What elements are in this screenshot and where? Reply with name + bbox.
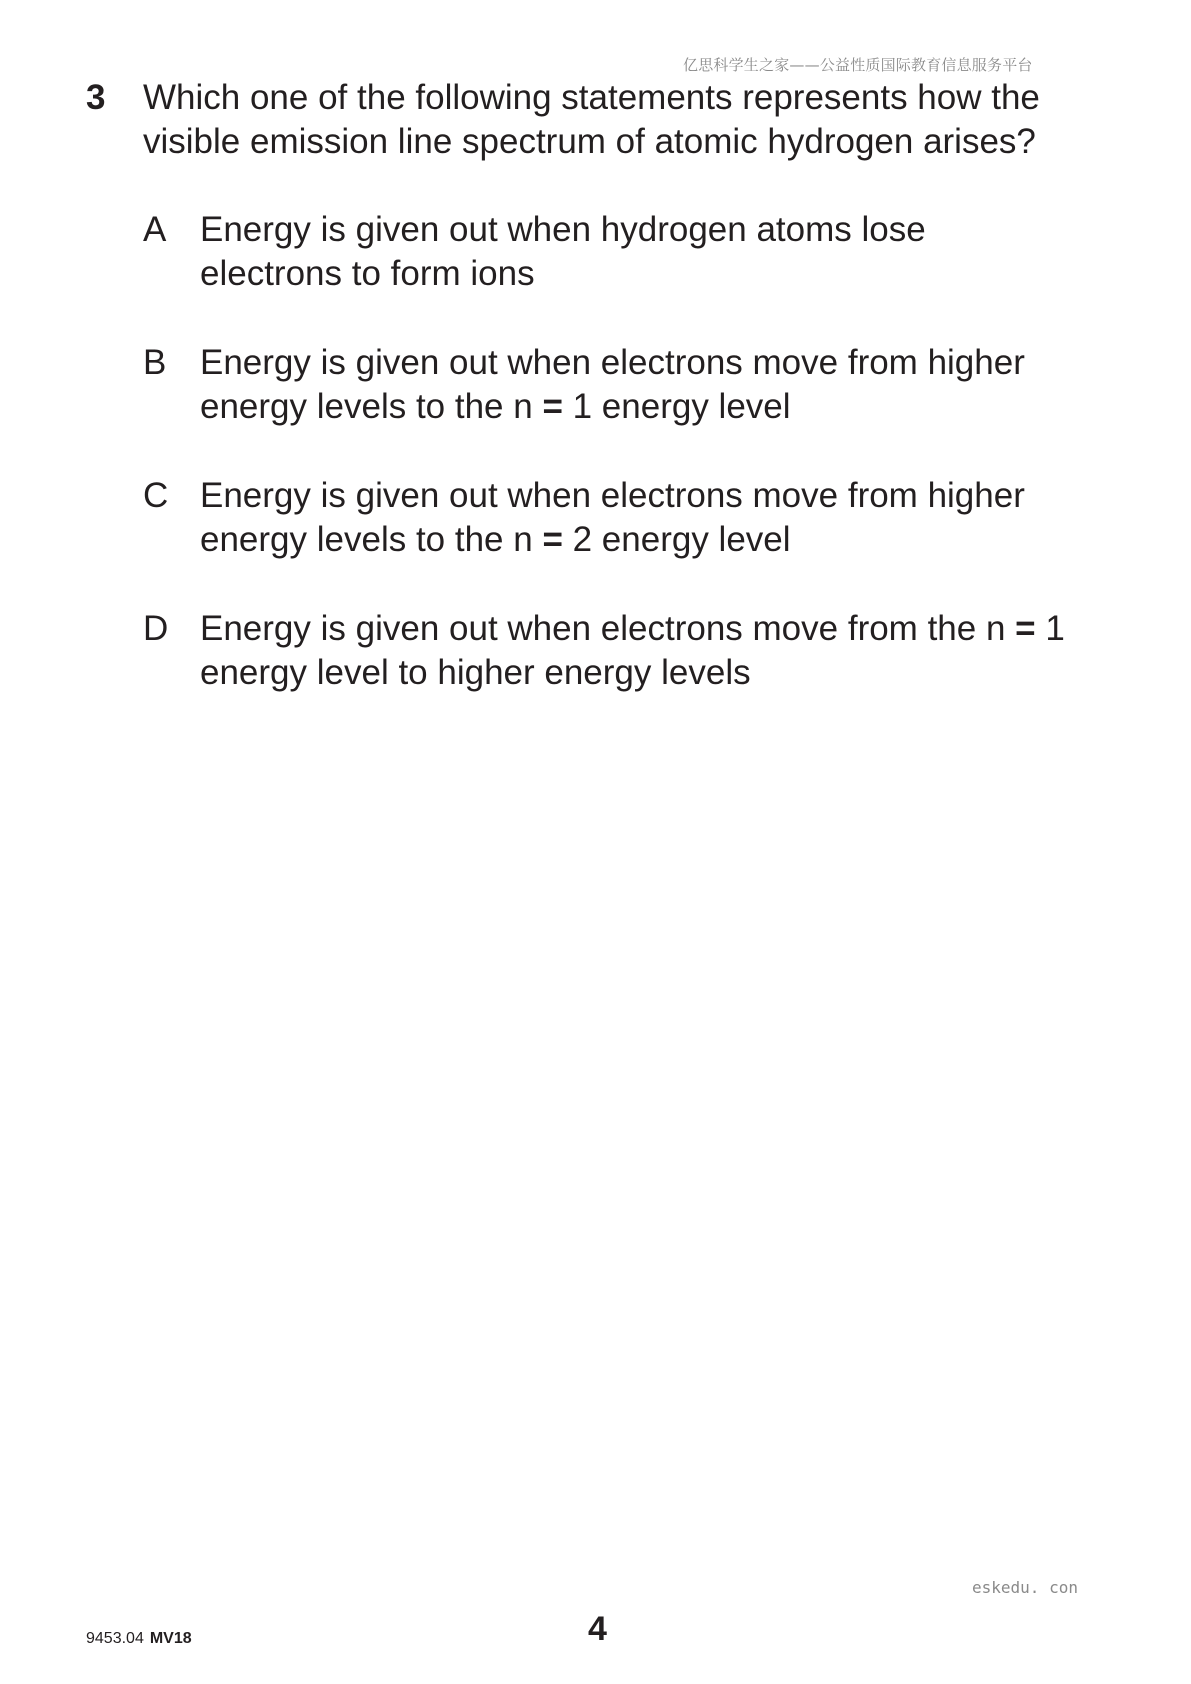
option-c <box>143 474 1126 562</box>
option-d-equals: = <box>1015 609 1036 648</box>
question-stem-row <box>86 76 1126 164</box>
option-a <box>143 208 1126 296</box>
answer-options <box>143 208 1126 695</box>
option-a-letter: A <box>143 210 167 249</box>
option-d-line-2: energy level to higher energy levels <box>200 653 751 692</box>
option-a-line-1: Energy is given out when hydrogen atoms lose <box>200 210 926 249</box>
option-a-text <box>200 208 1120 296</box>
paper-version: MV18 <box>149 1630 192 1647</box>
question-stem-line-2: visible emission line spectrum of atomic hydrogen arises? <box>143 122 1036 161</box>
option-b-line-2-pre: energy levels to the n <box>200 387 543 426</box>
option-b-letter: B <box>143 343 167 382</box>
option-c-equals: = <box>542 520 563 559</box>
option-b-equals: = <box>542 387 563 426</box>
option-d-line-1 <box>200 607 1120 651</box>
option-b-text <box>200 341 1120 429</box>
header-watermark: 亿思科学生之家——公益性质国际教育信息服务平台 <box>683 56 1033 74</box>
option-d-line-1-post: 1 <box>1035 609 1065 648</box>
option-d <box>143 607 1126 695</box>
option-b-line-1: Energy is given out when electrons move from higher <box>200 343 1025 382</box>
option-c-line-2-post: 2 energy level <box>562 520 791 559</box>
option-b <box>143 341 1126 429</box>
option-b-line-2-post: 1 energy level <box>562 387 791 426</box>
option-d-text <box>200 607 1120 695</box>
option-c-line-1: Energy is given out when electrons move from higher <box>200 476 1025 515</box>
option-b-line-2 <box>200 385 1120 429</box>
option-d-line-1-pre: Energy is given out when electrons move from the n <box>200 609 1016 648</box>
question-stem <box>143 76 1103 164</box>
option-a-line-2: electrons to form ions <box>200 254 535 293</box>
paper-code-number: 9453.04 <box>86 1630 144 1647</box>
question-stem-line-1: Which one of the following statements represents how the <box>143 78 1040 117</box>
option-c-letter: C <box>143 476 169 515</box>
page-number: 4 <box>588 1610 607 1648</box>
option-c-line-2-pre: energy levels to the n <box>200 520 543 559</box>
option-d-letter: D <box>143 609 169 648</box>
question-3 <box>86 76 1126 740</box>
option-c-line-2 <box>200 518 1120 562</box>
footer-watermark: eskedu. con <box>972 1578 1078 1597</box>
option-c-text <box>200 474 1120 562</box>
paper-code <box>86 1630 192 1648</box>
question-number: 3 <box>86 78 106 117</box>
